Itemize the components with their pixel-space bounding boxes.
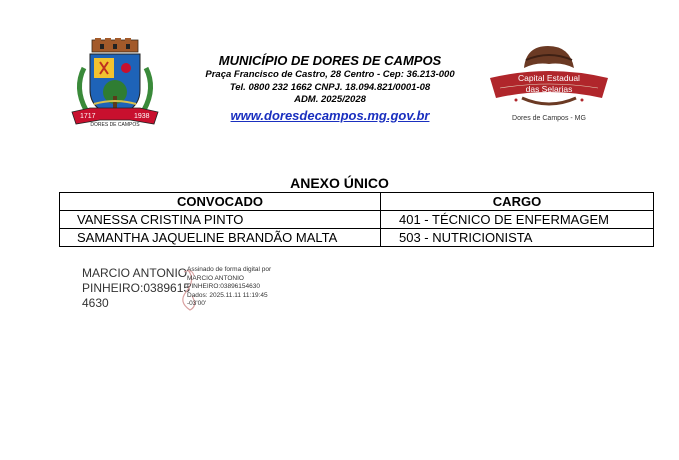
column-header-convocado: CONVOCADO [60,193,381,211]
crest-year-left: 1717 [80,113,96,120]
phone-cnpj-line: Tel. 0800 232 1662 CNPJ. 18.094.821/0001-08 [229,81,431,93]
convocado-name: VANESSA CRISTINA PINTO [60,211,381,229]
crest-year-right: 1938 [134,113,150,120]
annex-table [59,192,654,247]
address-line: Praça Francisco de Castro, 28 Centro - Cep: 36.213-000 [205,69,455,80]
table-row [60,229,654,247]
administration-line: ADM. 2025/2028 [294,94,366,105]
seal-ribbon-line1: Capital Estadual [518,73,580,83]
table-header-row [60,193,654,211]
seal-ribbon-line2: das Selarias [525,84,573,94]
letterhead [180,53,480,124]
table-row [60,211,654,229]
municipal-crest [70,38,160,130]
signature-details: Assinado de forma digital por MARCIO ANTONIO PINHEIRO:03896154630 Dados: 2025.11.11 11:19:45 -03'00' [187,266,272,308]
municipality-title: MUNICÍPIO DE DORES DE CAMPOS [218,53,442,68]
crest-motto: DORES DE CAMPOS [90,122,140,128]
convocado-name: SAMANTHA JAQUELINE BRANDÃO MALTA [60,229,381,247]
website-link[interactable]: www.doresdecampos.mg.gov.br [230,107,430,123]
seal-caption: Dores de Campos - MG [512,115,586,122]
cargo-value: 503 - NUTRICIONISTA [381,229,654,247]
capital-selarias-seal [486,40,612,124]
digital-signature [82,266,342,316]
cargo-value: 401 - TÉCNICO DE ENFERMAGEM [381,211,654,229]
annex-title: ANEXO ÚNICO [290,175,389,191]
column-header-cargo: CARGO [381,193,654,211]
signer-name: MARCIO ANTONIO PINHEIRO:0389615 4630 [82,266,191,310]
